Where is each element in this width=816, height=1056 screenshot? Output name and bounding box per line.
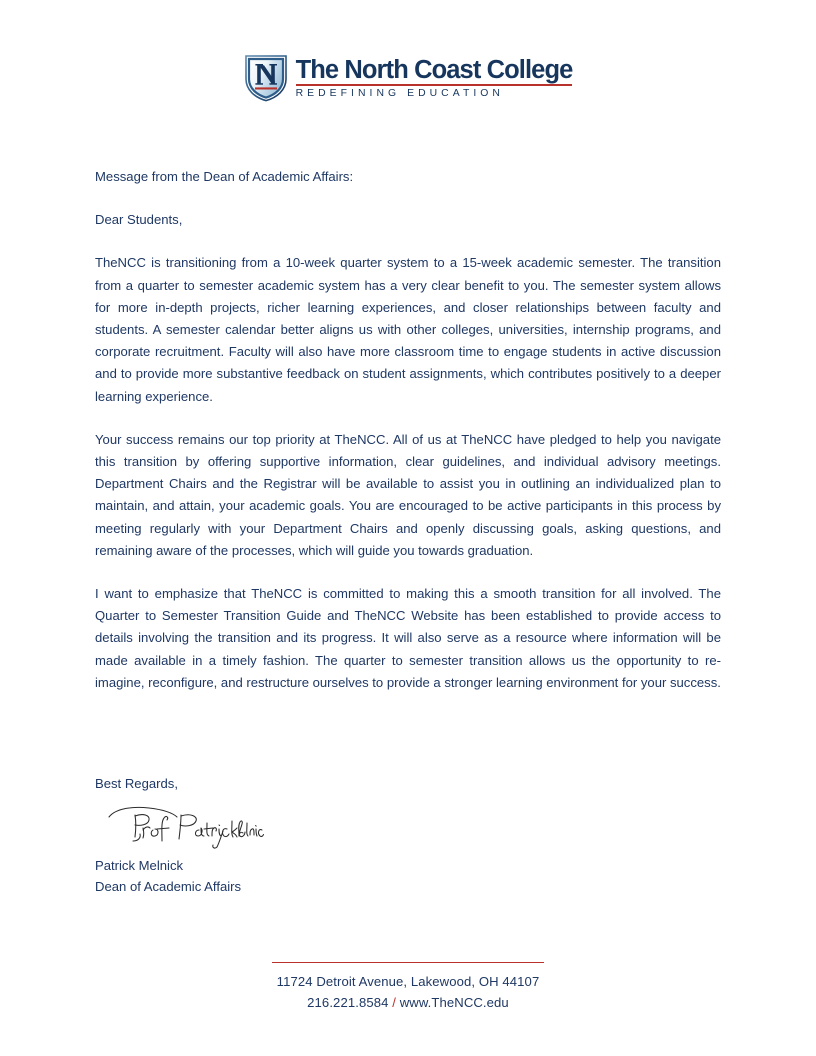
- letter-subject: Message from the Dean of Academic Affairs:: [95, 169, 354, 184]
- college-logo: [244, 52, 573, 102]
- footer-separator: /: [392, 995, 396, 1011]
- letter-closing: Best Regards,: [95, 776, 178, 791]
- letter-paragraph-2: Your success remains our top priority at TheNCC. All of us at TheNCC have pledged to help you navigate this transition by offering supportive information, clear guidelines, and individual advisory meetings. Department Chairs and the Registrar will be available to assist you in outlining an individualized plan to maintain, and attain, your academic goals. You are encouraged to be active participants in this process by meeting regularly with your Department Chairs and openly discussing goals, asking questions, and remaining aware of the processes, which will guide you towards graduation.: [95, 431, 721, 558]
- wordmark-tagline: REDEFINING EDUCATION: [295, 87, 504, 99]
- footer-phone: 216.221.8584: [307, 995, 389, 1011]
- signer-name: Patrick Melnick: [95, 858, 184, 874]
- footer-contact: [0, 992, 816, 1013]
- page-footer: [0, 962, 816, 1013]
- letter-salutation: Dear Students,: [95, 212, 183, 228]
- wordmark-red-rule: [296, 84, 573, 86]
- footer-website[interactable]: www.TheNCC.edu: [399, 995, 509, 1011]
- footer-address: 11724 Detroit Avenue, Lakewood, OH 44107: [276, 974, 540, 990]
- letter-paragraph-3: I want to emphasize that TheNCC is committed to making this a smooth transition for all involved. The Quarter to Semester Transition Guide and TheNCC Website has been established to provide access to details involving the transition and its progress. It will also serve as a resource where information will be made available in a timely fashion. The quarter to semester transition allows us the opportunity to re-imagine, reconfigure, and restructure ourselves to provide a stronger learning environment for your success.: [95, 586, 721, 690]
- signer-title: Dean of Academic Affairs: [95, 879, 242, 895]
- handwritten-signature-icon: [105, 801, 265, 849]
- shield-monogram-icon: [244, 52, 288, 102]
- wordmark-main-text: The North Coast College: [295, 55, 573, 84]
- letter-body: [95, 166, 721, 694]
- letter-paragraph-1: TheNCC is transitioning from a 10-week quarter system to a 15-week academic semester. The transition from a quarter to semester academic system has a very clear benefit to you. The semester system allows for more in-depth projects, richer learning experiences, and closer relationships between faculty and students. A semester calendar better aligns us with other colleges, universities, internship programs, and corporate recruitment. Faculty will also have more classroom time to engage students in active discussion and to provide more substantive feedback on student assignments, which contributes positively to a deeper learning experience.: [95, 255, 721, 404]
- signature-block: [95, 773, 495, 897]
- footer-divider: [272, 962, 544, 963]
- letterhead: [0, 52, 816, 102]
- wordmark: [296, 55, 573, 99]
